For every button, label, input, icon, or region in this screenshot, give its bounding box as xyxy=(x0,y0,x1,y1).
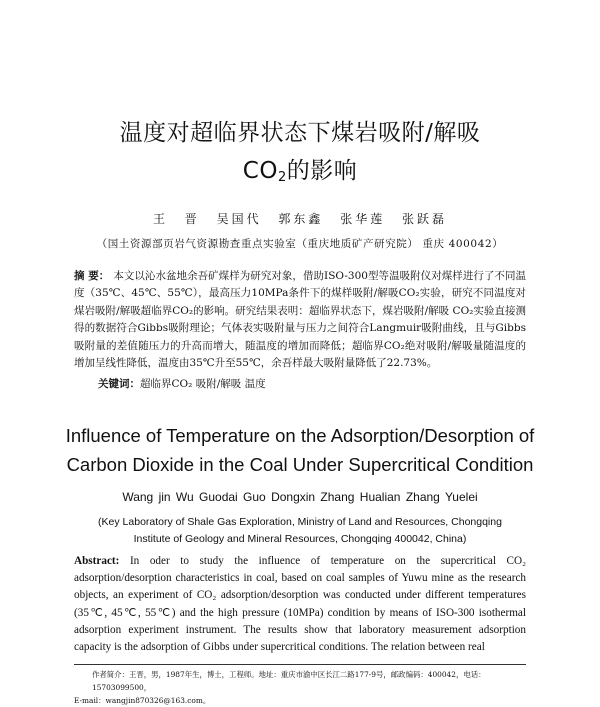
footnote-line-1: 作者简介：王晋，男，1987年生，博士，工程师。地址：重庆市渝中区长江二路177-9号，邮政编码：400042，电话：15703099500， xyxy=(92,670,486,692)
chinese-authors: 王 晋 吴国代 郭东鑫 张华莲 张跃磊 xyxy=(152,212,448,226)
footnote-divider xyxy=(74,664,526,665)
chinese-abstract-text: 本文以沁水盆地余吾矿煤样为研究对象，借助ISO-300型等温吸附仪对煤样进行了不同温度（35℃、45℃、55℃），最高压力10MPa条件下的煤样吸附/解吸CO₂实验，研究不同温度对煤岩吸附/解吸超临界CO₂的影响。研究结果表明：超临界状态下，煤岩吸附/解吸 CO₂实验直接测得的数据符合Gibbs吸附理论；气体表实吸附量与压力之间符合Langmuir吸附曲线，且与Gibbs吸附量的差值随压力的升高而增大，随温度的增加而降低；超临界CO₂绝对吸附/解吸量随温度的增加呈线性降低，温度由35℃升至55℃，余吾样最大吸附量降低了22.73%。 xyxy=(74,270,527,370)
chinese-keywords-label: 关键词： xyxy=(98,378,140,390)
chinese-keywords-text: 超临界CO₂ 吸附/解吸 温度 xyxy=(140,378,266,390)
author-footnote xyxy=(74,668,534,707)
title-suffix: 的影响 xyxy=(286,158,358,184)
chinese-title-line-2 xyxy=(0,152,600,185)
english-authors: Wang jin Wu Guodai Guo Dongxin Zhang Hualian Zhang Yuelei xyxy=(122,490,478,504)
chinese-title-line-1: 温度对超临界状态下煤岩吸附/解吸 xyxy=(119,120,481,146)
english-abstract-text: In oder to study the influence of temperature on the supercritical CO₂ adsorption/desorption characteristics in coal, based on coal samples of Yuwu mine as the research objects, an experiment of CO₂ adsorption/desorption was conducted under different temperatures (35℃, 45℃, 55℃) and the high pressure (10MPa) condition by means of ISO-300 isothermal adsorption experiment instrument. The results show that laboratory measurement adsorption capacity is the adsorption of Gibbs under supercritical conditions. The relation between real xyxy=(74,555,526,654)
english-abstract xyxy=(74,553,526,656)
chinese-affiliation: （国土资源部页岩气资源勘查重点实验室（重庆地质矿产研究院） 重庆 400042） xyxy=(96,238,504,250)
chinese-abstract-label: 摘 要： xyxy=(74,270,110,282)
footnote-line-2: E-mail：wangjin870326@163.com。 xyxy=(74,696,211,705)
english-title-line-1: Influence of Temperature on the Adsorption/Desorption of xyxy=(65,425,535,446)
english-abstract-label: Abstract: xyxy=(74,555,120,567)
chinese-keywords xyxy=(98,376,528,391)
co2-formula: CO xyxy=(242,158,278,184)
english-affiliation: (Key Laboratory of Shale Gas Exploration, Ministry of Land and Resources, Chongqing Institute of Geology and Mineral Resources, Chongqing 400042, China) xyxy=(98,516,502,545)
english-title-line-2: Carbon Dioxide in the Coal Under Supercritical Condition xyxy=(66,454,534,475)
chinese-abstract xyxy=(74,268,526,372)
co2-subscript: 2 xyxy=(277,170,287,185)
